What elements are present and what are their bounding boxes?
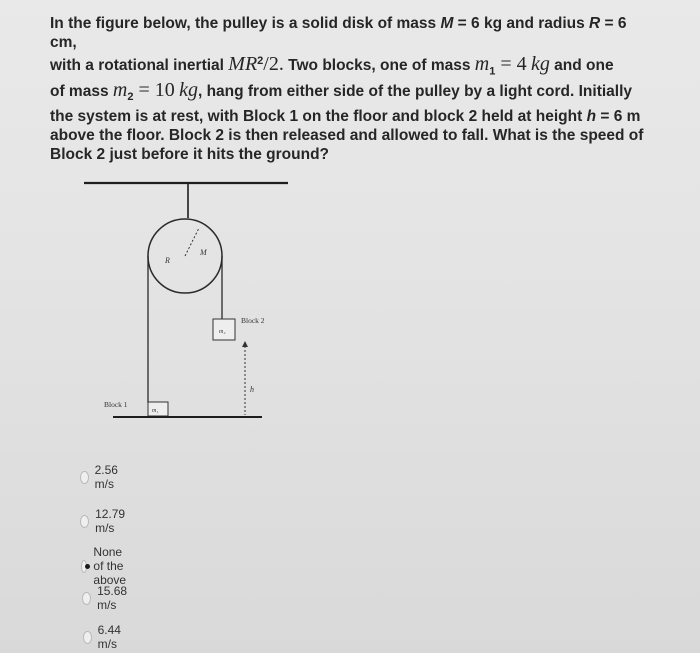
option-2-label: 12.79 m/s xyxy=(95,507,126,535)
option-1-label: 2.56 m/s xyxy=(94,463,118,491)
option-5[interactable] xyxy=(83,623,125,651)
option-4-label: 15.68 m/s xyxy=(97,584,128,612)
block-1-label: Block 1 xyxy=(104,400,128,409)
option-1-radio[interactable] xyxy=(80,471,89,484)
radius-label: R xyxy=(165,256,170,265)
option-1[interactable] xyxy=(80,463,122,491)
block-2-mass-label: m₂ xyxy=(219,329,226,335)
pulley-mass-label: M xyxy=(200,248,207,257)
option-3-radio[interactable] xyxy=(81,560,87,573)
question-line-2: with a rotational inertial $MR^2/2$. Two blocks, one of mass $m_1 = 4$ kg and one xyxy=(50,53,614,78)
option-5-label: 6.44 m/s xyxy=(97,623,121,651)
option-4[interactable] xyxy=(82,584,131,612)
option-3-label: None of the above xyxy=(93,545,127,587)
option-3[interactable] xyxy=(81,545,133,587)
height-label: h xyxy=(250,385,254,394)
option-4-radio[interactable] xyxy=(82,592,91,605)
question-line-3: of mass $m_2 = 10$ kg, hang from either side of the pulley by a light cord. Initially xyxy=(50,79,633,104)
option-2[interactable] xyxy=(80,507,129,535)
option-2-radio[interactable] xyxy=(80,515,89,528)
question-line-5: above the floor. Block 2 is then released and allowed to fall. What is the speed of xyxy=(50,127,644,145)
question-line-4: the system is at rest, with Block 1 on the floor and block 2 held at height h = 6 m xyxy=(50,108,641,126)
block-1-mass-label: m₁ xyxy=(152,408,159,414)
height-arrow-top xyxy=(242,341,248,347)
block-2-label: Block 2 xyxy=(241,316,265,325)
option-5-radio[interactable] xyxy=(83,631,92,644)
radius-line xyxy=(185,228,199,256)
question-line-6: Block 2 just before it hits the ground? xyxy=(50,146,330,164)
question-line-1: In the figure below, the pulley is a solid disk of mass M = 6 kg and radius R = 6 cm, xyxy=(50,15,627,51)
